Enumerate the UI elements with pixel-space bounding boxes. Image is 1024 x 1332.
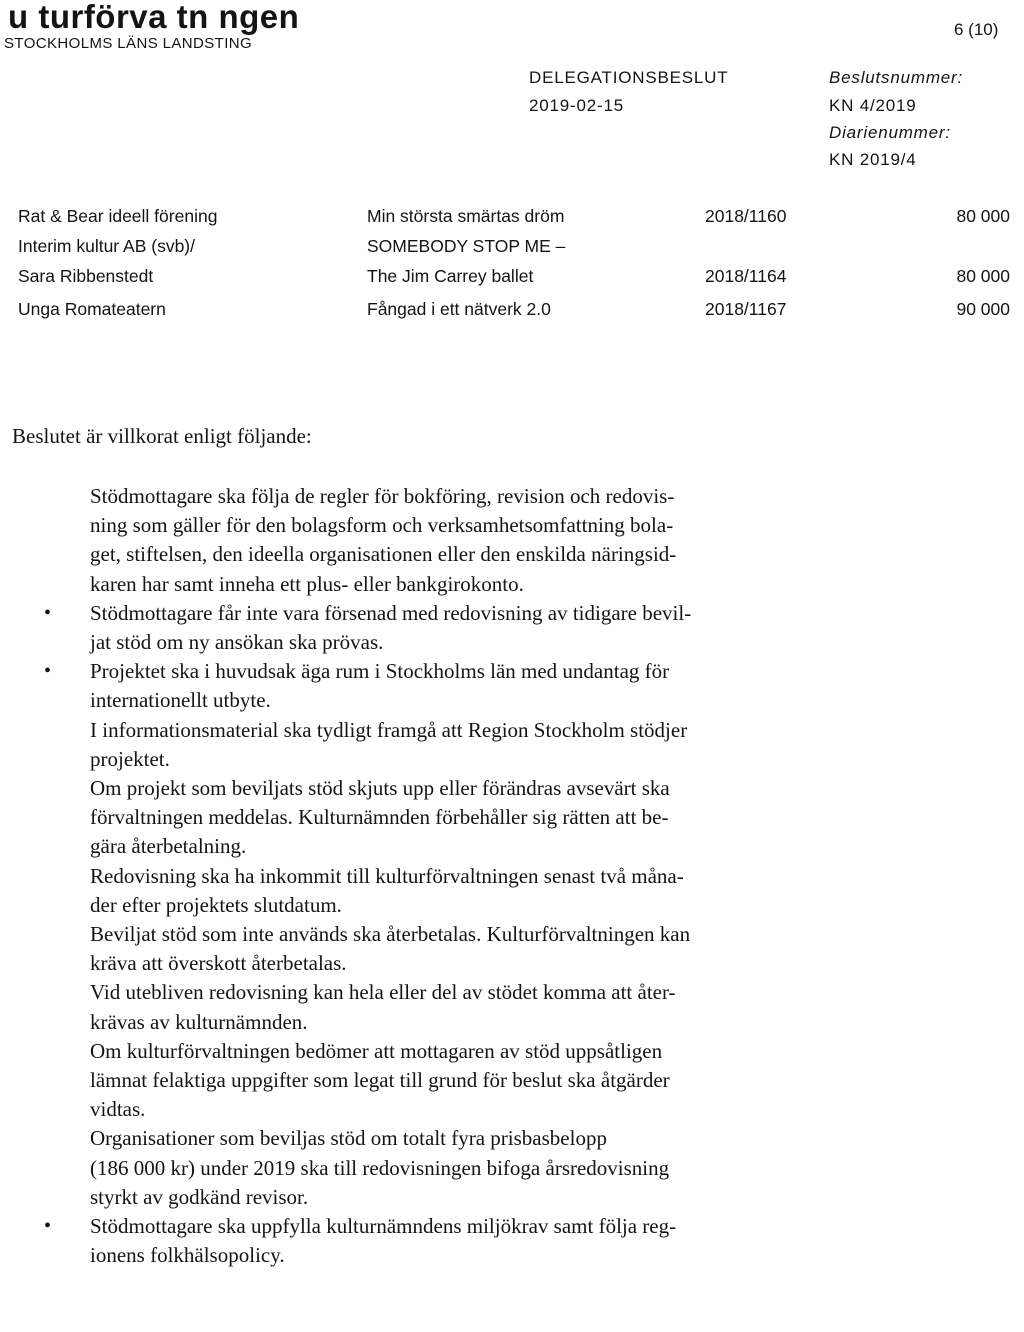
condition-line: karen har samt inneha ett plus- eller bankgirokonto.: [90, 571, 524, 596]
condition-line: get, stiftelsen, den ideella organisationen eller den enskilda näringsid-: [90, 542, 677, 567]
grant-project: Min största smärtas dröm: [367, 206, 565, 226]
grant-project: The Jim Carrey ballet: [367, 266, 534, 286]
condition-line: förvaltningen meddelas. Kulturnämnden förbehåller sig rätten att be-: [90, 805, 669, 830]
page-number: 6 (10): [954, 20, 999, 39]
condition-line: Vid utebliven redovisning kan hela eller del av stödet komma att åter-: [90, 980, 676, 1005]
condition-line: vidtas.: [90, 1097, 146, 1122]
decision-number: KN 4/2019: [829, 96, 917, 115]
bullet: •: [44, 601, 52, 624]
decision-type: DELEGATIONSBESLUT: [529, 68, 729, 87]
condition-item: [44, 657, 880, 715]
grant-project: Fångad i ett nätverk 2.0: [367, 299, 551, 319]
conditions-title: Beslutet är villkorat enligt följande:: [12, 424, 312, 448]
condition-line: gära återbetalning.: [90, 834, 247, 859]
condition-item: [44, 599, 880, 657]
condition-line: Stödmottagare ska följa de regler för bokföring, revision och redovis-: [90, 484, 675, 508]
condition-item: [90, 482, 880, 599]
decision-number-label: Beslutsnummer:: [829, 68, 964, 87]
condition-line: krävas av kulturnämnden.: [90, 1009, 308, 1034]
grant-applicant: Unga Romateatern: [18, 299, 166, 319]
condition-item: [90, 862, 880, 920]
condition-line: jat stöd om ny ansökan ska prövas.: [90, 630, 384, 655]
grant-applicant: Rat & Bear ideell förening: [18, 206, 218, 226]
grant-amount: 90 000: [956, 299, 1010, 319]
condition-item: [44, 1212, 880, 1270]
condition-item: [90, 1124, 880, 1212]
condition-line: lämnat felaktiga uppgifter som legat till grund för beslut ska åtgärder: [90, 1068, 670, 1093]
grant-amount: 80 000: [956, 266, 1010, 286]
condition-line: Beviljat stöd som inte används ska återbetalas. Kulturförvaltningen kan: [90, 922, 691, 947]
bullet: •: [44, 660, 52, 683]
condition-item: [90, 978, 880, 1036]
organization-title: u turförva tn ngen: [8, 0, 300, 35]
registry-number: KN 2019/4: [829, 150, 917, 169]
grant-applicant: Sara Ribbenstedt: [18, 266, 154, 286]
condition-line: Projektet ska i huvudsak äga rum i Stockholms län med undantag för: [90, 659, 670, 684]
condition-line: I informationsmaterial ska tydligt framgå att Region Stockholm stödjer: [90, 717, 688, 742]
condition-line: Om kulturförvaltningen bedömer att mottagaren av stöd uppsåtligen: [90, 1038, 663, 1063]
condition-line: kräva att överskott återbetalas.: [90, 951, 347, 976]
grant-applicant: Interim kultur AB (svb)/: [18, 236, 195, 256]
condition-line: der efter projektets slutdatum.: [90, 892, 342, 917]
condition-line: Om projekt som beviljats stöd skjuts upp eller förändras avsevärt ska: [90, 776, 670, 801]
organization-subtitle: STOCKHOLMS LÄNS LANDSTING: [4, 35, 253, 52]
conditions-list: [44, 482, 880, 1270]
condition-line: styrkt av godkänd revisor.: [90, 1184, 309, 1209]
condition-line: ionens folkhälsopolicy.: [90, 1243, 285, 1268]
condition-item: [90, 920, 880, 978]
condition-line: (186 000 kr) under 2019 ska till redovisningen bifoga årsredovisning: [90, 1155, 670, 1180]
grant-case-number: 2018/1164: [705, 266, 787, 286]
grant-project: SOMEBODY STOP ME –: [367, 236, 566, 256]
condition-item: [90, 1037, 880, 1125]
condition-item: [90, 774, 880, 862]
condition-line: Organisationer som beviljas stöd om totalt fyra prisbasbelopp: [90, 1126, 607, 1151]
condition-line: Redovisning ska ha inkommit till kulturförvaltningen senast två måna-: [90, 863, 684, 888]
decision-date: 2019-02-15: [529, 96, 624, 115]
condition-line: ning som gäller för den bolagsform och verksamhetsomfattning bola-: [90, 513, 674, 538]
grant-case-number: 2018/1160: [705, 206, 787, 226]
grant-amount: 80 000: [956, 206, 1010, 226]
condition-line: Stödmottagare får inte vara försenad med redovisning av tidigare bevil-: [90, 600, 692, 625]
registry-number-label: Diarienummer:: [829, 123, 951, 142]
condition-line: projektet.: [90, 746, 170, 771]
grant-case-number: 2018/1167: [705, 299, 787, 319]
condition-line: Stödmottagare ska uppfylla kulturnämndens miljökrav samt följa reg-: [90, 1214, 677, 1239]
condition-line: internationellt utbyte.: [90, 688, 271, 713]
bullet: •: [44, 1215, 52, 1238]
condition-item: [90, 716, 880, 774]
